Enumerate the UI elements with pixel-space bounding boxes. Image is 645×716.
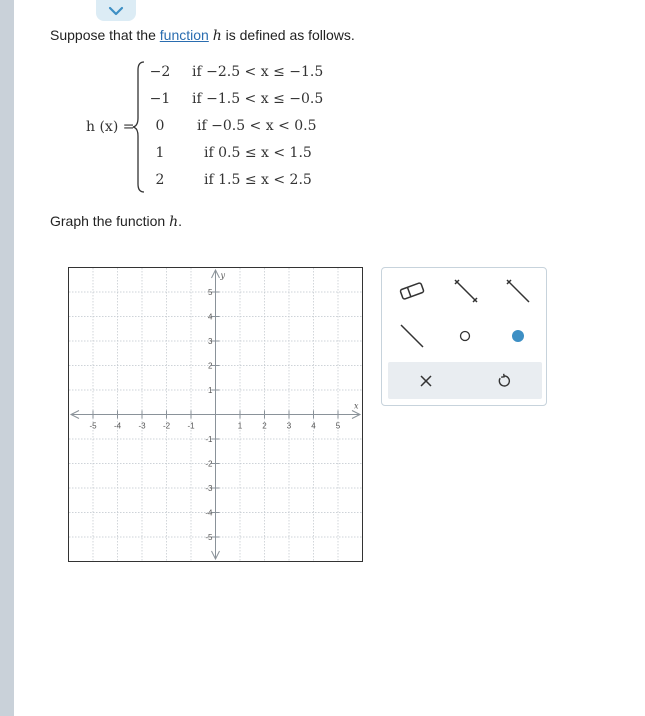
left-sidebar-strip <box>0 0 14 716</box>
piecewise-row <box>146 91 324 111</box>
line-tool-button[interactable] <box>392 318 432 354</box>
function-link[interactable]: function <box>159 27 209 43</box>
piecewise-condition: if −0.5 < x < 0.5 <box>197 118 317 134</box>
x-tick-label: -3 <box>138 421 146 431</box>
graph-instruction <box>50 213 182 230</box>
intro-suffix: is defined as follows. <box>221 27 355 43</box>
y-tick-label: 5 <box>208 288 213 297</box>
clear-button[interactable] <box>396 362 456 399</box>
undo-button[interactable] <box>474 362 534 399</box>
piecewise-value: −2 <box>149 64 171 80</box>
prompt-end: . <box>178 213 182 229</box>
problem-statement <box>50 27 355 44</box>
y-axis-label: y <box>220 271 226 280</box>
clear-icon <box>419 374 433 388</box>
piecewise-value: 2 <box>155 172 165 188</box>
open-circle-icon <box>457 328 473 344</box>
segment-icon <box>449 274 483 308</box>
piecewise-condition: if −1.5 < x ≤ −0.5 <box>192 91 324 107</box>
graphing-canvas[interactable] <box>68 267 363 562</box>
chevron-down-icon <box>108 6 124 16</box>
y-tick-label: -1 <box>205 435 213 444</box>
x-tick-label: -5 <box>89 421 97 431</box>
piecewise-lhs: h (x) = <box>86 119 135 135</box>
piecewise-row <box>146 145 312 165</box>
eraser-icon <box>398 280 426 302</box>
undo-icon <box>496 373 512 389</box>
x-tick-label: -1 <box>187 421 195 431</box>
filled-circle-icon <box>510 328 526 344</box>
ray-tool-button[interactable] <box>498 273 538 309</box>
left-brace <box>132 60 146 194</box>
closed-point-tool-button[interactable] <box>498 318 538 354</box>
x-tick-label: 4 <box>311 421 316 431</box>
piecewise-row <box>146 64 324 84</box>
x-tick-label: -4 <box>113 421 122 431</box>
eraser-tool-button[interactable] <box>392 273 432 309</box>
y-tick-label: -2 <box>205 459 213 469</box>
intro-prefix: Suppose that the <box>50 27 160 43</box>
piecewise-condition: if 1.5 ≤ x < 2.5 <box>204 172 312 188</box>
x-tick-label: 2 <box>262 421 267 431</box>
x-axis-label: x <box>354 401 359 411</box>
ray-icon <box>501 274 535 308</box>
piecewise-condition: if −2.5 < x ≤ −1.5 <box>192 64 324 80</box>
coordinate-grid[interactable] <box>69 268 362 561</box>
graph-tool-palette <box>381 267 547 406</box>
y-tick-label: 4 <box>208 312 213 322</box>
y-tick-label: -4 <box>205 508 213 518</box>
piecewise-value: 1 <box>155 145 165 161</box>
y-tick-label: -5 <box>205 533 213 542</box>
x-tick-label: 1 <box>237 421 243 431</box>
segment-tool-button[interactable] <box>446 273 486 309</box>
prompt-text: Graph the function <box>50 213 170 229</box>
y-tick-label: 2 <box>208 361 213 371</box>
prompt-variable: h <box>169 214 179 230</box>
piecewise-row <box>146 118 317 138</box>
y-tick-label: 1 <box>208 386 213 395</box>
piecewise-condition: if 0.5 ≤ x < 1.5 <box>204 145 312 161</box>
x-tick-label: -2 <box>162 421 171 431</box>
y-tick-label: -3 <box>205 484 213 493</box>
collapse-toggle-button[interactable] <box>96 0 136 21</box>
y-tick-label: 3 <box>208 337 213 346</box>
tool-footer-bar <box>388 362 542 399</box>
piecewise-row <box>146 172 312 192</box>
line-icon <box>395 319 429 353</box>
piecewise-value: 0 <box>155 118 165 134</box>
function-variable: h <box>212 28 222 44</box>
x-tick-label: 5 <box>335 421 341 431</box>
open-point-tool-button[interactable] <box>445 318 485 354</box>
x-tick-label: 3 <box>286 421 292 431</box>
piecewise-value: −1 <box>149 91 171 107</box>
